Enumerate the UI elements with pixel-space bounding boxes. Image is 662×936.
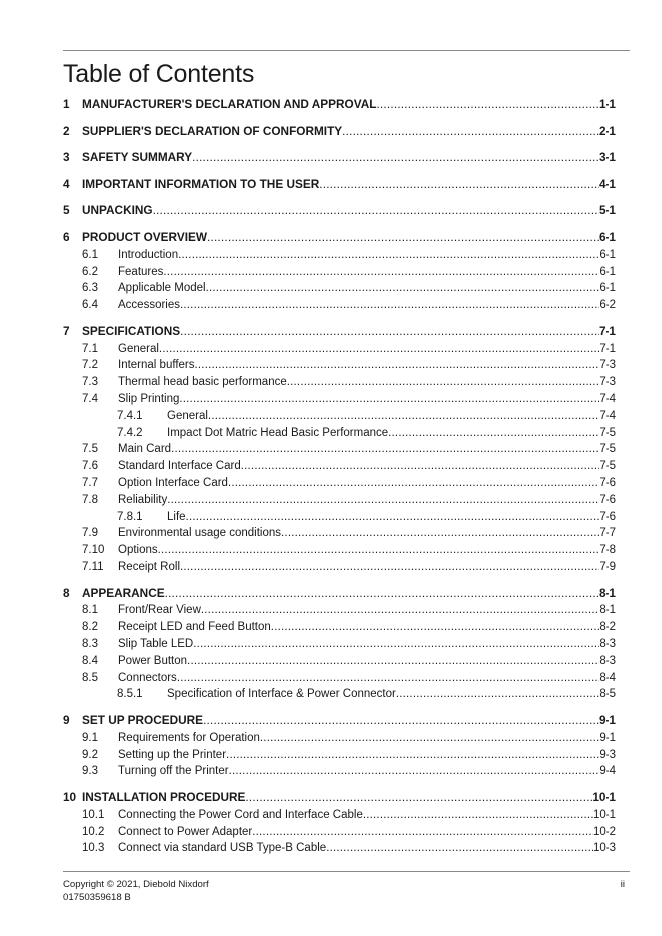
toc-entry[interactable]: [63, 805, 616, 821]
toc-entry-number: 7.2: [82, 359, 98, 372]
toc-entry[interactable]: [63, 711, 616, 727]
toc-entry-title: Connect to Power Adapter: [118, 825, 253, 838]
toc-entry-page: 8-2: [599, 621, 616, 634]
dot-leader: [180, 561, 599, 573]
dot-leader: [226, 749, 599, 761]
dot-leader: [228, 477, 599, 489]
dot-leader: [178, 249, 599, 261]
toc-entry[interactable]: [63, 355, 616, 371]
toc-entry-title: Option Interface Card: [118, 477, 228, 489]
toc-entry-title: UNPACKING: [82, 203, 153, 218]
toc-entry-page: 7-9: [599, 561, 616, 573]
toc-entry-number: 10: [63, 790, 77, 804]
toc-entry-page: 6-1: [599, 282, 616, 295]
dot-leader: [207, 230, 599, 244]
dot-leader: [201, 604, 599, 616]
toc-entry-title: Options: [118, 544, 158, 557]
toc-entry-page: 7-6: [599, 510, 616, 523]
document-number: 01750359618 B: [63, 891, 131, 903]
toc-entry-number: 7.8: [82, 493, 98, 506]
dot-leader: [203, 713, 599, 727]
toc-entry[interactable]: [63, 668, 616, 684]
toc-entry-title: Power Button: [118, 654, 188, 667]
toc-entry-page: 8-1: [598, 585, 616, 600]
toc-entry-number: 7.4.1: [117, 409, 143, 422]
toc-entry-title: Requirements for Operation: [118, 731, 260, 744]
toc-entry-page: 7-5: [599, 443, 616, 456]
toc-entry-title: General: [167, 409, 208, 422]
toc-entry[interactable]: [63, 201, 616, 217]
toc-entry-page: 7-8: [599, 544, 616, 557]
toc-entry-page: 8-1: [599, 604, 616, 617]
toc-entry-title: SUPPLIER'S DECLARATION OF CONFORMITY: [82, 123, 343, 138]
toc-entry-title: Life: [167, 510, 186, 523]
toc-entry-title: SET UP PROCEDURE: [82, 713, 204, 727]
toc-entry-number: 2: [63, 123, 70, 138]
toc-entry-number: 6.1: [82, 248, 98, 261]
toc-entry-page: 7-4: [599, 393, 616, 405]
dot-leader: [180, 299, 599, 311]
toc-entry-page: 3-1: [598, 150, 616, 165]
toc-entry[interactable]: [63, 473, 616, 489]
toc-entry-number: 7.9: [82, 527, 98, 540]
toc-entry-number: 10.1: [82, 808, 105, 821]
dot-leader: [281, 527, 599, 539]
dot-leader: [192, 150, 599, 164]
toc-entry-page: 6-1: [599, 265, 616, 278]
copyright-text: Copyright © 2021, Diebold Nixdorf: [63, 879, 209, 890]
toc-entry-number: 9.1: [82, 731, 98, 744]
toc-entry-page: 10-1: [592, 808, 616, 821]
toc-entry-title: MANUFACTURER'S DECLARATION AND APPROVAL: [82, 97, 377, 111]
dot-leader: [153, 203, 599, 217]
toc-entry-number: 7.10: [82, 544, 105, 557]
toc-entry-number: 10.2: [82, 825, 105, 838]
dot-leader: [241, 460, 600, 472]
toc-entry-title: Reliability: [118, 493, 168, 506]
toc-entry-page: 2-1: [598, 123, 616, 138]
toc-entry[interactable]: [63, 761, 616, 777]
toc-entry-number: 6.3: [82, 282, 98, 295]
dot-leader: [187, 655, 599, 667]
toc-entry-page: 7-6: [599, 493, 616, 506]
toc-entry[interactable]: [63, 175, 616, 191]
toc-entry[interactable]: [63, 617, 616, 633]
toc-entry-title: Setting up the Printer: [118, 748, 227, 761]
toc-entry-title: Environmental usage conditions: [118, 527, 282, 540]
toc-entry-title: Connecting the Power Cord and Interface Cable: [118, 808, 363, 821]
dot-leader: [159, 343, 599, 355]
toc-entry-page: 7-6: [599, 477, 616, 489]
footer-rule: [63, 871, 630, 872]
toc-entry-number: 8.3: [82, 638, 98, 650]
toc-entry-number: 7.11: [82, 561, 104, 573]
toc-entry-title: Receipt LED and Feed Button: [118, 621, 271, 634]
toc-entry-title: Features: [118, 265, 164, 278]
dot-leader: [180, 324, 599, 338]
toc-entry-page: 8-3: [599, 654, 616, 667]
toc-entry-page: 1-1: [598, 97, 616, 111]
toc-entry-title: Thermal head basic performance: [118, 376, 287, 389]
toc-entry-page: 4-1: [598, 176, 616, 191]
toc-entry[interactable]: [63, 122, 616, 138]
footer: [63, 879, 209, 904]
toc-entry-page: 10-2: [592, 825, 616, 838]
dot-leader: [271, 621, 600, 633]
toc-entry[interactable]: [63, 278, 616, 294]
toc-entry[interactable]: [63, 423, 616, 439]
toc-entry-title: Standard Interface Card: [118, 460, 241, 473]
toc-entry-page: 6-2: [599, 299, 616, 312]
toc-entry-number: 10.3: [82, 842, 105, 855]
dot-leader: [177, 672, 600, 684]
toc-entry[interactable]: [63, 507, 616, 523]
toc-entry[interactable]: [63, 584, 616, 600]
toc-entry-title: Accessories: [118, 299, 180, 312]
toc-entry[interactable]: [63, 684, 616, 700]
toc-entry[interactable]: [63, 634, 616, 650]
toc-entry-title: Slip Printing: [118, 393, 180, 405]
dot-leader: [165, 586, 599, 600]
toc-entry-page: 8-4: [599, 671, 616, 684]
toc-entry-number: 1: [63, 97, 70, 111]
toc-entry[interactable]: [63, 389, 616, 405]
toc-entry-number: 7.6: [82, 460, 98, 473]
toc-entry-title: Main Card: [118, 443, 172, 456]
dot-leader: [287, 376, 600, 388]
dot-leader: [193, 638, 599, 650]
toc-entry[interactable]: [63, 490, 616, 506]
toc-entry-page: 7-3: [599, 376, 616, 389]
dot-leader: [326, 842, 593, 854]
dot-leader: [319, 177, 599, 191]
toc-entry-page: 7-7: [599, 527, 616, 540]
toc-entry[interactable]: [63, 788, 616, 804]
toc-entry-page: 8-5: [599, 688, 616, 701]
toc-entry-number: 7.1: [82, 342, 98, 355]
dot-leader: [206, 282, 600, 294]
dot-leader: [388, 427, 599, 439]
toc-entry-title: Turning off the Printer: [118, 765, 229, 778]
toc-entry[interactable]: [63, 822, 616, 838]
toc-entry-page: 5-1: [598, 203, 616, 218]
toc-entry-number: 8: [63, 585, 70, 600]
toc-entry-number: 7.3: [82, 376, 98, 389]
toc-entry-number: 6.2: [82, 265, 98, 278]
toc-entry-title: Applicable Model: [118, 282, 206, 295]
toc-entry-title: General: [118, 342, 159, 355]
toc-entry-number: 7.5: [82, 443, 98, 456]
dot-leader: [245, 790, 592, 804]
toc-entry-title: Slip Table LED: [118, 638, 194, 650]
toc-entry-page: 7-1: [598, 323, 616, 338]
toc-entry-title: INSTALLATION PROCEDURE: [82, 790, 246, 804]
toc-entry-page: 9-3: [599, 748, 616, 761]
toc-entry-number: 8.5.1: [117, 688, 143, 701]
dot-leader: [229, 765, 600, 777]
toc-entry[interactable]: [63, 228, 616, 244]
toc-entry-title: Introduction: [118, 248, 179, 261]
toc-entry-title: PRODUCT OVERVIEW: [82, 230, 207, 244]
toc-entry-page: 7-5: [599, 426, 616, 439]
toc-entry-number: 7: [63, 323, 70, 338]
toc-entry-page: 7-5: [599, 460, 616, 473]
dot-leader: [158, 544, 600, 556]
toc-entry[interactable]: [63, 295, 616, 311]
toc-entry-number: 8.5: [82, 671, 98, 684]
toc-entry-title: Front/Rear View: [118, 604, 201, 617]
toc-entry[interactable]: [63, 339, 616, 355]
toc-entry[interactable]: [63, 557, 616, 573]
toc-entry-page: 8-3: [599, 638, 616, 650]
toc-entry[interactable]: [63, 322, 616, 338]
toc-entry[interactable]: [63, 523, 616, 539]
dot-leader: [208, 410, 599, 422]
toc-entry-title: APPEARANCE: [82, 585, 165, 600]
dot-leader: [195, 359, 600, 371]
toc-entry[interactable]: [63, 600, 616, 616]
header-rule: [63, 50, 630, 51]
toc-entry-number: 7.4: [82, 393, 98, 405]
toc-entry-number: 3: [63, 150, 70, 165]
dot-leader: [342, 124, 599, 138]
toc-entry-number: 9.3: [82, 765, 98, 778]
toc-entry-number: 7.7: [82, 477, 98, 489]
dot-leader: [376, 97, 598, 111]
dot-leader: [252, 826, 593, 838]
toc-entry-page: 10-1: [592, 790, 616, 804]
page-title: Table of Contents: [63, 60, 255, 88]
toc-entry[interactable]: [63, 456, 616, 472]
toc-entry-title: Connect via standard USB Type-B Cable: [118, 842, 327, 855]
toc-entry-page: 10-3: [592, 842, 616, 855]
toc-entry[interactable]: [63, 540, 616, 556]
page-number: ii: [620, 879, 625, 890]
toc-entry[interactable]: [63, 439, 616, 455]
dot-leader: [171, 443, 599, 455]
toc-entry-number: 7.4.2: [117, 426, 143, 439]
toc-entry-number: 9.2: [82, 748, 98, 761]
dot-leader: [186, 511, 600, 523]
toc-entry-page: 9-4: [599, 765, 616, 778]
toc-entry[interactable]: [63, 406, 616, 422]
toc-entry-page: 9-1: [598, 713, 616, 727]
toc-entry-title: Impact Dot Matric Head Basic Performance: [167, 426, 389, 439]
toc-entry-title: SPECIFICATIONS: [82, 323, 181, 338]
toc-entry-page: 7-1: [599, 342, 616, 355]
toc-entry[interactable]: [63, 245, 616, 261]
toc-entry-title: SAFETY SUMMARY: [82, 150, 193, 165]
toc-entry[interactable]: [63, 745, 616, 761]
toc-entry-page: 6-1: [599, 248, 616, 261]
toc-entry[interactable]: [63, 372, 616, 388]
toc-entry[interactable]: [63, 95, 616, 111]
toc-entry[interactable]: [63, 838, 616, 854]
toc-entry-page: 9-1: [599, 731, 616, 744]
toc-entry-title: Internal buffers: [118, 359, 195, 372]
toc-entry-page: 7-4: [599, 409, 616, 422]
toc-entry-page: 6-1: [598, 230, 616, 244]
toc-entry[interactable]: [63, 148, 616, 164]
dot-leader: [396, 688, 600, 700]
dot-leader: [260, 732, 599, 744]
toc-entry-page: 7-3: [599, 359, 616, 372]
toc-entry-number: 6.4: [82, 299, 98, 312]
toc-entry-title: Receipt Roll: [118, 561, 180, 573]
toc-entry[interactable]: [63, 262, 616, 278]
toc-entry[interactable]: [63, 651, 616, 667]
dot-leader: [163, 266, 599, 278]
toc-entry-title: IMPORTANT INFORMATION TO THE USER: [82, 176, 320, 191]
toc-entry-number: 8.2: [82, 621, 98, 634]
dot-leader: [363, 809, 593, 821]
dot-leader: [179, 393, 599, 405]
toc-entry-title: Connectors: [118, 671, 177, 684]
toc-entry[interactable]: [63, 728, 616, 744]
toc-entry-number: 5: [63, 203, 70, 218]
toc-entry-number: 6: [63, 230, 70, 244]
toc-entry-number: 8.1: [82, 604, 98, 617]
toc-entry-title: Specification of Interface & Power Connector: [167, 688, 396, 701]
toc-entry-number: 9: [63, 713, 70, 727]
toc-entry-number: 7.8.1: [117, 510, 143, 523]
toc-entry-number: 8.4: [82, 654, 98, 667]
dot-leader: [167, 494, 599, 506]
toc-entry-number: 4: [63, 176, 70, 191]
